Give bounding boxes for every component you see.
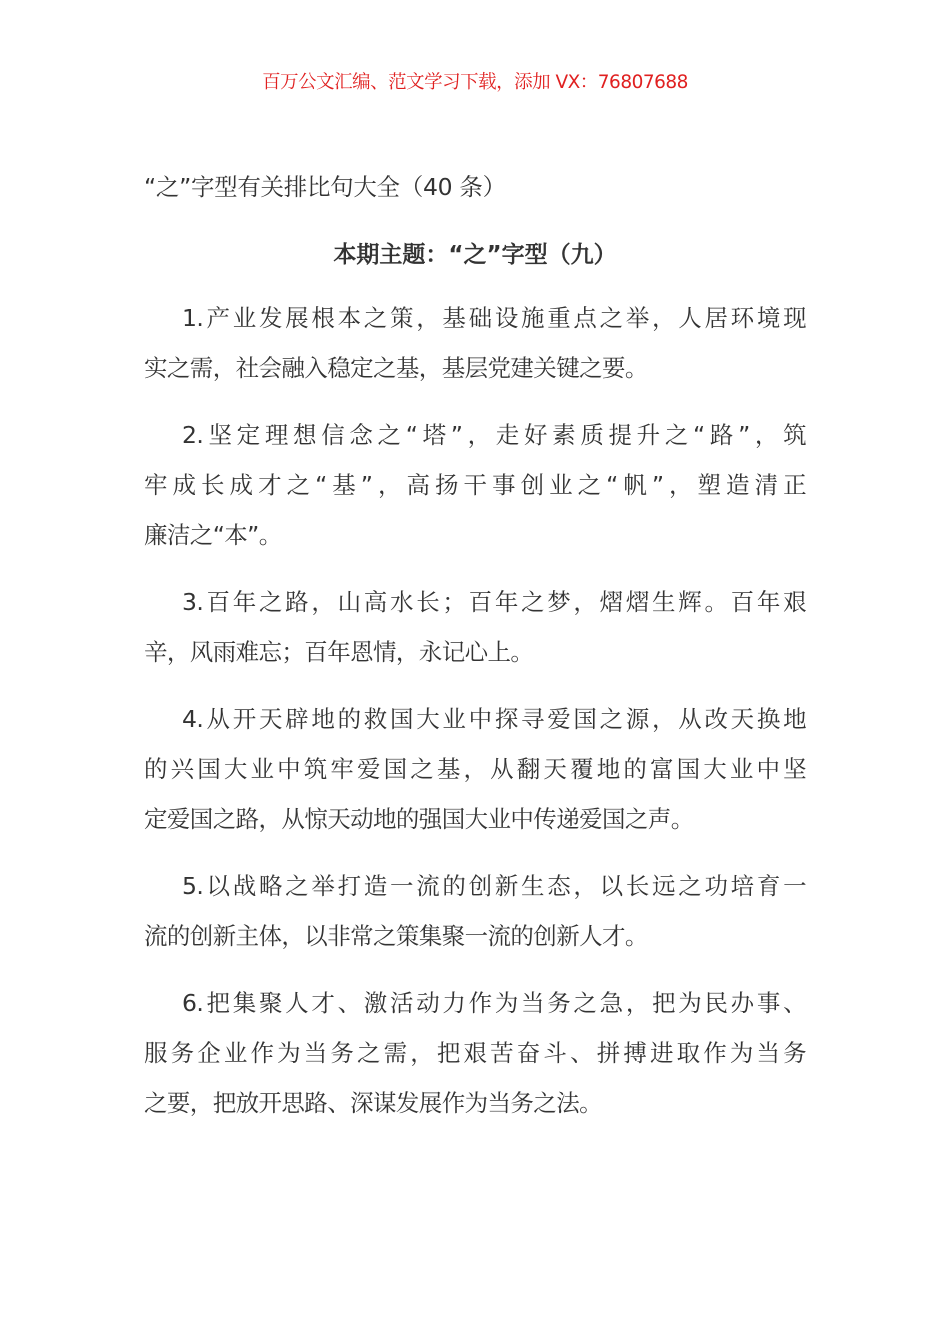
document-body bbox=[144, 293, 806, 1145]
paragraph-line: 廉洁之“本”。 bbox=[144, 521, 282, 549]
paragraph-4 bbox=[144, 694, 806, 844]
paragraph-6 bbox=[144, 978, 806, 1128]
paragraph-line: 的兴国大业中筑牢爱国之基，从翻天覆地的富国大业中坚 bbox=[144, 755, 806, 783]
watermark-header: 百万公文汇编、范文学习下载，添加 VX：76807688 bbox=[262, 72, 688, 93]
paragraph-line: 实之需，社会融入稳定之基，基层党建关键之要。 bbox=[144, 354, 648, 382]
paragraph-line: 定爱国之路，从惊天动地的强国大业中传递爱国之声。 bbox=[144, 805, 694, 833]
paragraph-2 bbox=[144, 410, 806, 560]
paragraph-line: 2.坚定理想信念之“塔”，走好素质提升之“路”，筑 bbox=[182, 421, 806, 449]
section-subtitle: 本期主题：“之”字型（九） bbox=[333, 242, 617, 268]
paragraph-line: 之要，把放开思路、深谋发展作为当务之法。 bbox=[144, 1089, 602, 1117]
paragraph-line: 1.产业发展根本之策，基础设施重点之举，人居环境现 bbox=[182, 304, 806, 332]
paragraph-line: 5.以战略之举打造一流的创新生态，以长远之功培育一 bbox=[182, 872, 806, 900]
paragraph-3 bbox=[144, 577, 806, 677]
paragraph-line: 3.百年之路，山高水长；百年之梦，熠熠生辉。百年艰 bbox=[182, 588, 806, 616]
paragraph-1 bbox=[144, 293, 806, 393]
paragraph-line: 4.从开天辟地的救国大业中探寻爱国之源，从改天换地 bbox=[182, 705, 806, 733]
paragraph-line: 服务企业作为当务之需，把艰苦奋斗、拼搏进取作为当务 bbox=[144, 1039, 806, 1067]
document-title: “之”字型有关排比句大全（40 条） bbox=[144, 173, 506, 201]
paragraph-line: 流的创新主体，以非常之策集聚一流的创新人才。 bbox=[144, 922, 648, 950]
paragraph-line: 牢成长成才之“基”，高扬干事创业之“帆”，塑造清正 bbox=[144, 471, 806, 499]
paragraph-line: 辛，风雨难忘；百年恩情，永记心上。 bbox=[144, 638, 534, 666]
paragraph-line: 6.把集聚人才、激活动力作为当务之急，把为民办事、 bbox=[182, 989, 806, 1017]
paragraph-5 bbox=[144, 861, 806, 961]
